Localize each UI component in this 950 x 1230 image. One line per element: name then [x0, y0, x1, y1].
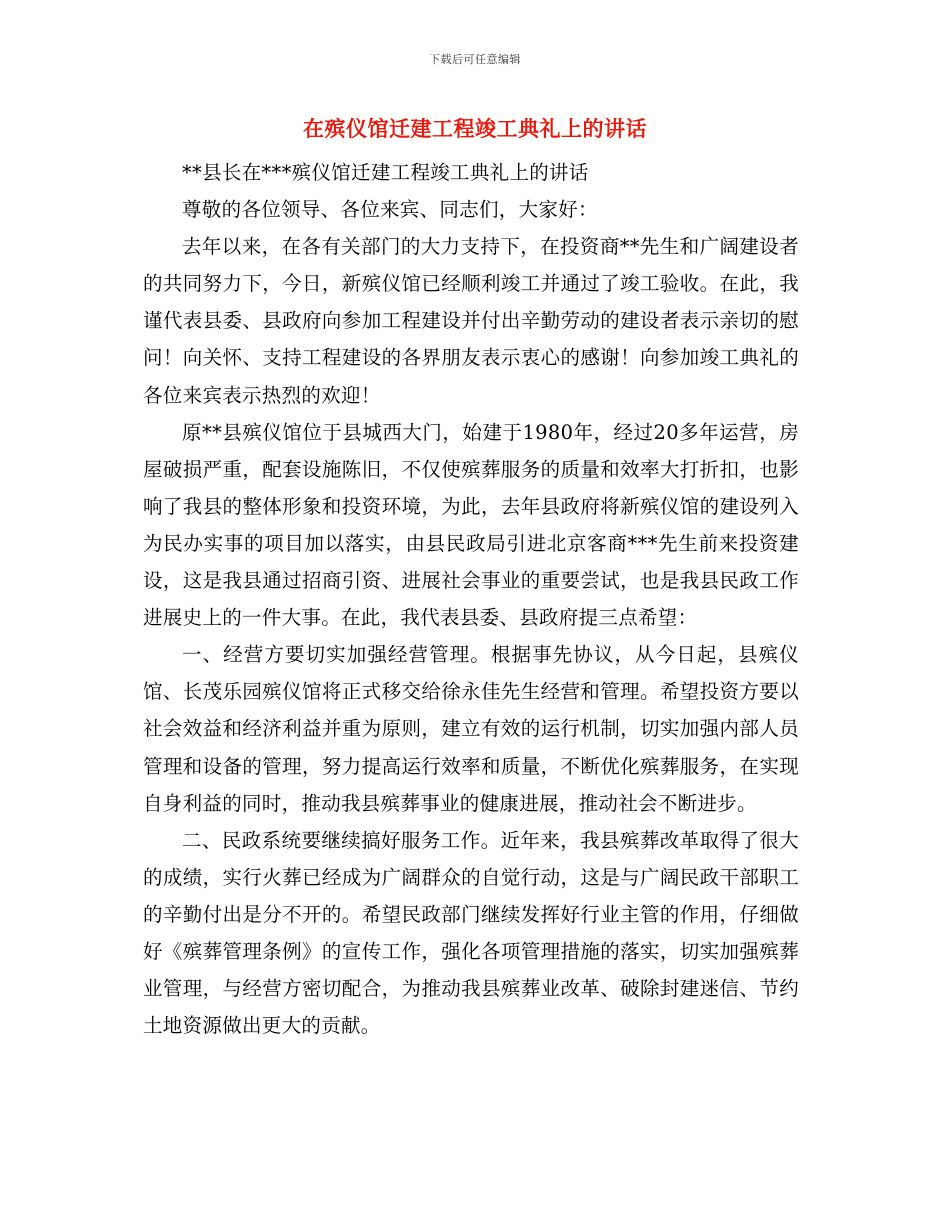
body-paragraph: 去年以来，在各有关部门的大力支持下，在投资商**先生和广阔建设者的共同努力下，今日，新殡仪馆已经顺利竣工并通过了竣工验收。在此，我谨代表县委、县政府向参加工程建设并付出辛勤劳动的建设者表示亲切的慰问！向关怀、支持工程建设的各界朋友表示衷心的感谢！向参加竣工典礼的各位来宾表示热烈的欢迎！ [143, 235, 799, 407]
body-paragraph: 一、经营方要切实加强经营管理。根据事先协议，从今日起，县殡仪馆、长茂乐园殡仪馆将正式移交给徐永佳先生经营和管理。希望投资方要以社会效益和经济利益并重为原则，建立有效的运行机制，切实加强内部人员管理和设备的管理，努力提高运行效率和质量，不断优化殡葬服务，在实现自身利益的同时，推动我县殡葬事业的健康进展，推动社会不断进步。 [143, 643, 799, 815]
document-title: 在殡仪馆迁建工程竣工典礼上的讲话 [303, 116, 647, 141]
speech-heading-paragraph: **县长在***殡仪馆迁建工程竣工典礼上的讲话 [182, 161, 589, 184]
body-paragraph: 原**县殡仪馆位于县城西大门，始建于1980年，经过20多年运营，房屋破损严重，配套设施陈旧，不仅使殡葬服务的质量和效率大打折扣，也影响了我县的整体形象和投资环境，为此，去年县政府将新殡仪馆的建设列入为民办实事的项目加以落实，由县民政局引进北京客商***先生前来投资建设，这是我县通过招商引资、进展社会事业的重要尝试，也是我县民政工作进展史上的一件大事。在此，我代表县委、县政府提三点希望： [143, 420, 799, 630]
document-body [143, 154, 799, 1044]
page-header-note: 下载后可任意编辑 [429, 53, 521, 66]
body-paragraph: 二、民政系统要继续搞好服务工作。近年来，我县殡葬改革取得了很大的成绩，实行火葬已经成为广阔群众的自觉行动，这是与广阔民政干部职工的辛勤付出是分不开的。希望民政部门继续发挥好行业主管的作用，仔细做好《殡葬管理条例》的宣传工作，强化各项管理措施的落实，切实加强殡葬业管理，与经营方密切配合，为推动我县殡葬业改革、破除封建迷信、节约土地资源做出更大的贡献。 [143, 828, 799, 1038]
salutation-paragraph: 尊敬的各位领导、各位来宾、同志们，大家好： [182, 198, 598, 222]
